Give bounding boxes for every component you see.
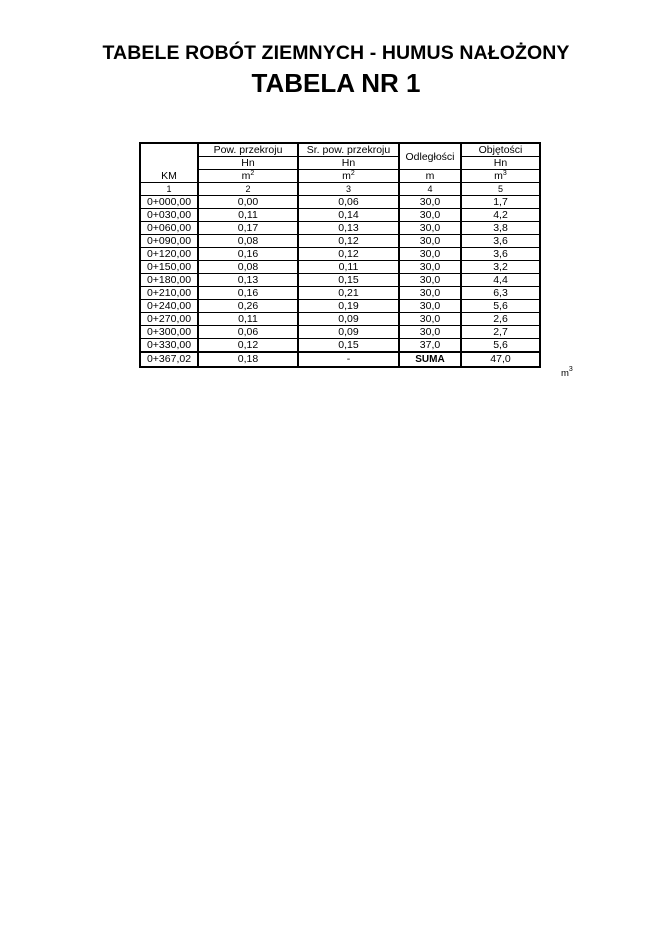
- obj-column-header: Objętości: [461, 143, 540, 157]
- odl-column-header: Odległości: [399, 143, 461, 170]
- sr-cell: 0,21: [298, 287, 399, 300]
- sr-unit-sup: 2: [350, 170, 355, 177]
- obj-cell: 5,6: [461, 339, 540, 353]
- sr-column-number: 3: [298, 183, 399, 196]
- pow-cell: 0,08: [198, 235, 298, 248]
- table-row: [140, 287, 540, 300]
- odl-cell: 30,0: [399, 222, 461, 235]
- table-row: [140, 339, 540, 353]
- obj-cell: 6,3: [461, 287, 540, 300]
- total-unit-label: [561, 368, 573, 379]
- odl-cell: 37,0: [399, 339, 461, 353]
- obj-cell: 2,6: [461, 313, 540, 326]
- pow-unit-sup: 2: [250, 170, 255, 177]
- table-row: [140, 248, 540, 261]
- km-cell: 0+240,00: [140, 300, 198, 313]
- table-row: [140, 300, 540, 313]
- km-cell: 0+030,00: [140, 209, 198, 222]
- header-row-units: [140, 170, 540, 183]
- pow-cell: 0,17: [198, 222, 298, 235]
- pow-sub-header: Hn: [198, 157, 298, 170]
- km-cell: 0+090,00: [140, 235, 198, 248]
- obj-cell: 2,7: [461, 326, 540, 339]
- header-row-numbers: [140, 183, 540, 196]
- sr-cell: 0,15: [298, 274, 399, 287]
- table-row: [140, 313, 540, 326]
- pow-cell-last: 0,18: [198, 352, 298, 367]
- km-cell: 0+000,00: [140, 196, 198, 209]
- km-cell: 0+330,00: [140, 339, 198, 353]
- km-cell: 0+300,00: [140, 326, 198, 339]
- sr-cell: 0,19: [298, 300, 399, 313]
- obj-cell: 3,6: [461, 235, 540, 248]
- obj-cell: 3,2: [461, 261, 540, 274]
- obj-cell: 3,6: [461, 248, 540, 261]
- table-footer-row: [140, 352, 540, 367]
- header-row-labels: [140, 143, 540, 157]
- table-row: [140, 235, 540, 248]
- sr-cell-last: -: [298, 352, 399, 367]
- km-cell: 0+150,00: [140, 261, 198, 274]
- odl-unit: m: [399, 170, 461, 183]
- km-cell: 0+210,00: [140, 287, 198, 300]
- obj-cell: 3,8: [461, 222, 540, 235]
- sr-cell: 0,11: [298, 261, 399, 274]
- obj-sub-header: Hn: [461, 157, 540, 170]
- km-cell: 0+180,00: [140, 274, 198, 287]
- table-row: [140, 326, 540, 339]
- odl-cell: 30,0: [399, 261, 461, 274]
- pow-cell: 0,00: [198, 196, 298, 209]
- km-cell: 0+120,00: [140, 248, 198, 261]
- km-cell: 0+270,00: [140, 313, 198, 326]
- obj-cell: 1,7: [461, 196, 540, 209]
- odl-cell: 30,0: [399, 326, 461, 339]
- odl-cell: 30,0: [399, 300, 461, 313]
- table-row: [140, 196, 540, 209]
- km-cell: 0+060,00: [140, 222, 198, 235]
- document-title: TABELE ROBÓT ZIEMNYCH - HUMUS NAŁOŻONY: [102, 42, 570, 64]
- pow-cell: 0,11: [198, 209, 298, 222]
- odl-cell: 30,0: [399, 235, 461, 248]
- pow-cell: 0,08: [198, 261, 298, 274]
- pow-unit: [198, 170, 298, 183]
- suma-label: SUMA: [399, 352, 461, 367]
- table-row: [140, 261, 540, 274]
- obj-cell: 5,6: [461, 300, 540, 313]
- odl-cell: 30,0: [399, 287, 461, 300]
- odl-cell: 30,0: [399, 209, 461, 222]
- pow-cell: 0,13: [198, 274, 298, 287]
- sr-unit: [298, 170, 399, 183]
- pow-column-header: Pow. przekroju: [198, 143, 298, 157]
- header-row-sub: [140, 157, 540, 170]
- odl-column-number: 4: [399, 183, 461, 196]
- total-unit-base: m: [561, 368, 569, 379]
- km-column-number: 1: [140, 183, 198, 196]
- pow-cell: 0,11: [198, 313, 298, 326]
- pow-cell: 0,16: [198, 287, 298, 300]
- total-unit-sup: 3: [568, 366, 573, 373]
- pow-cell: 0,26: [198, 300, 298, 313]
- sr-cell: 0,14: [298, 209, 399, 222]
- odl-cell: 30,0: [399, 313, 461, 326]
- sr-column-header: Sr. pow. przekroju: [298, 143, 399, 157]
- table-number-title: TABELA NR 1: [251, 68, 421, 98]
- obj-unit-sup: 3: [502, 170, 507, 177]
- km-cell-last: 0+367,02: [140, 352, 198, 367]
- odl-cell: 30,0: [399, 248, 461, 261]
- pow-cell: 0,06: [198, 326, 298, 339]
- sr-cell: 0,12: [298, 235, 399, 248]
- km-column-header: KM: [140, 143, 198, 183]
- sr-unit-base: m: [342, 170, 351, 182]
- odl-cell: 30,0: [399, 196, 461, 209]
- pow-cell: 0,16: [198, 248, 298, 261]
- earthworks-table: [139, 142, 541, 368]
- obj-unit: [461, 170, 540, 183]
- obj-cell: 4,2: [461, 209, 540, 222]
- obj-cell: 4,4: [461, 274, 540, 287]
- obj-column-number: 5: [461, 183, 540, 196]
- sr-cell: 0,15: [298, 339, 399, 353]
- sr-cell: 0,13: [298, 222, 399, 235]
- sr-cell: 0,06: [298, 196, 399, 209]
- table-row: [140, 209, 540, 222]
- odl-cell: 30,0: [399, 274, 461, 287]
- table-row: [140, 222, 540, 235]
- pow-unit-base: m: [241, 170, 251, 182]
- table-row: [140, 274, 540, 287]
- sr-cell: 0,09: [298, 326, 399, 339]
- sr-cell: 0,09: [298, 313, 399, 326]
- sr-sub-header: Hn: [298, 157, 399, 170]
- pow-column-number: 2: [198, 183, 298, 196]
- sr-cell: 0,12: [298, 248, 399, 261]
- pow-cell: 0,12: [198, 339, 298, 353]
- total-volume: 47,0: [461, 352, 540, 367]
- obj-unit-base: m: [494, 170, 503, 182]
